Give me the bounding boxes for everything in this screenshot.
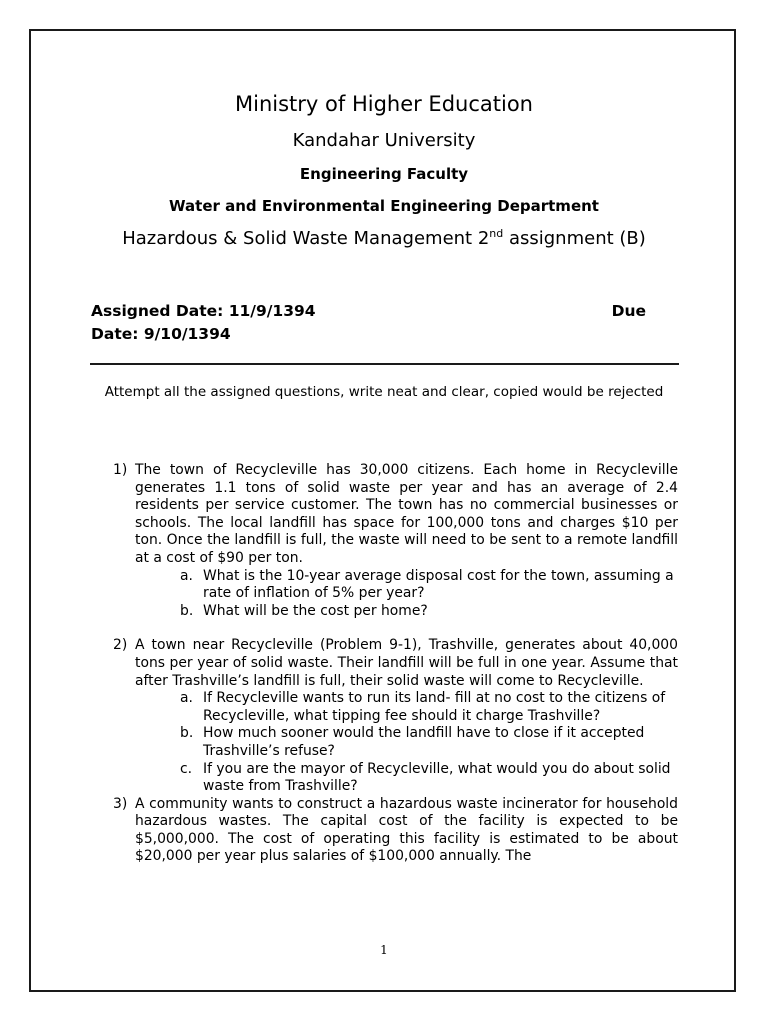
department-title: Water and Environmental Engineering Department xyxy=(169,197,599,215)
sub-question-text: How much sooner would the landfill have to close if it accepted Trashville’s refuse? xyxy=(203,725,645,759)
page-number: 1 xyxy=(380,943,388,957)
question-number: 2) xyxy=(113,637,128,654)
question-1 xyxy=(113,462,678,620)
ministry-title: Ministry of Higher Education xyxy=(235,92,533,116)
question-2 xyxy=(113,637,678,795)
sub-question xyxy=(180,725,678,760)
sub-question-text: If Recycleville wants to run its land- fill at no cost to the citizens of Recycleville, what tipping fee should it charge Trashville? xyxy=(203,690,666,724)
sub-question-label: a. xyxy=(180,690,193,707)
sub-question xyxy=(180,761,678,796)
assignment-title-main: Hazardous & Solid Waste Management 2 xyxy=(122,228,490,249)
assignment-title xyxy=(0,228,768,249)
question-number: 1) xyxy=(113,462,128,478)
assigned-date: Assigned Date: 11/9/1394 xyxy=(91,302,316,320)
sub-question-label: b. xyxy=(180,602,194,619)
due-date: Date: 9/10/1394 xyxy=(91,325,231,343)
header-divider xyxy=(90,363,679,365)
sub-question xyxy=(180,568,678,603)
sub-question-text: If you are the mayor of Recycleville, what would you do about solid waste from Trashville? xyxy=(203,760,671,795)
sub-question-label: b. xyxy=(180,725,194,742)
faculty-title: Engineering Faculty xyxy=(299,165,469,183)
due-label: Due xyxy=(611,302,646,320)
question-list xyxy=(113,462,678,866)
date-block xyxy=(91,300,646,346)
university-title: Kandahar University xyxy=(292,130,476,151)
sub-question-text: What is the 10-year average disposal cost for the town, assuming a rate of inflation of 5% per year? xyxy=(203,567,674,602)
question-text: A community wants to construct a hazardous waste incinerator for household hazardous wastes. The capital cost of the facility is expected to be $5,000,000. The cost of operating this facility is estimated to be about $20,000 per year plus salaries of $100,000 annually. The xyxy=(135,795,678,865)
question-3 xyxy=(113,796,678,866)
sub-question xyxy=(180,690,678,725)
question-text: A town near Recycleville (Problem 9-1), Trashville, generates about 40,000 tons per year of solid waste. Their landfill will be full in one year. Assume that after Trashville’s landfill is full, their solid waste will come to Recycleville. xyxy=(135,637,678,689)
sub-question-text: What will be the cost per home? xyxy=(203,602,428,619)
sub-question-label: a. xyxy=(180,567,193,584)
instructions: Attempt all the assigned questions, write neat and clear, copied would be rejected xyxy=(104,384,664,400)
assignment-title-end: assignment (B) xyxy=(503,228,646,249)
question-text: The town of Recycleville has 30,000 citizens. Each home in Recycleville generates 1.1 tons of solid waste per year and has an average of 2.4 residents per service customer. The town has no commercial businesses or schools. The local landfill has space for 100,000 tons and charges $10 per ton. Once the landfill is full, the waste will need to be sent to a remote landfill at a cost of $90 per ton. xyxy=(135,462,678,566)
sub-question xyxy=(180,603,678,621)
ordinal-suffix: nd xyxy=(489,227,504,240)
question-number: 3) xyxy=(113,795,128,812)
sub-question-label: c. xyxy=(180,760,193,777)
